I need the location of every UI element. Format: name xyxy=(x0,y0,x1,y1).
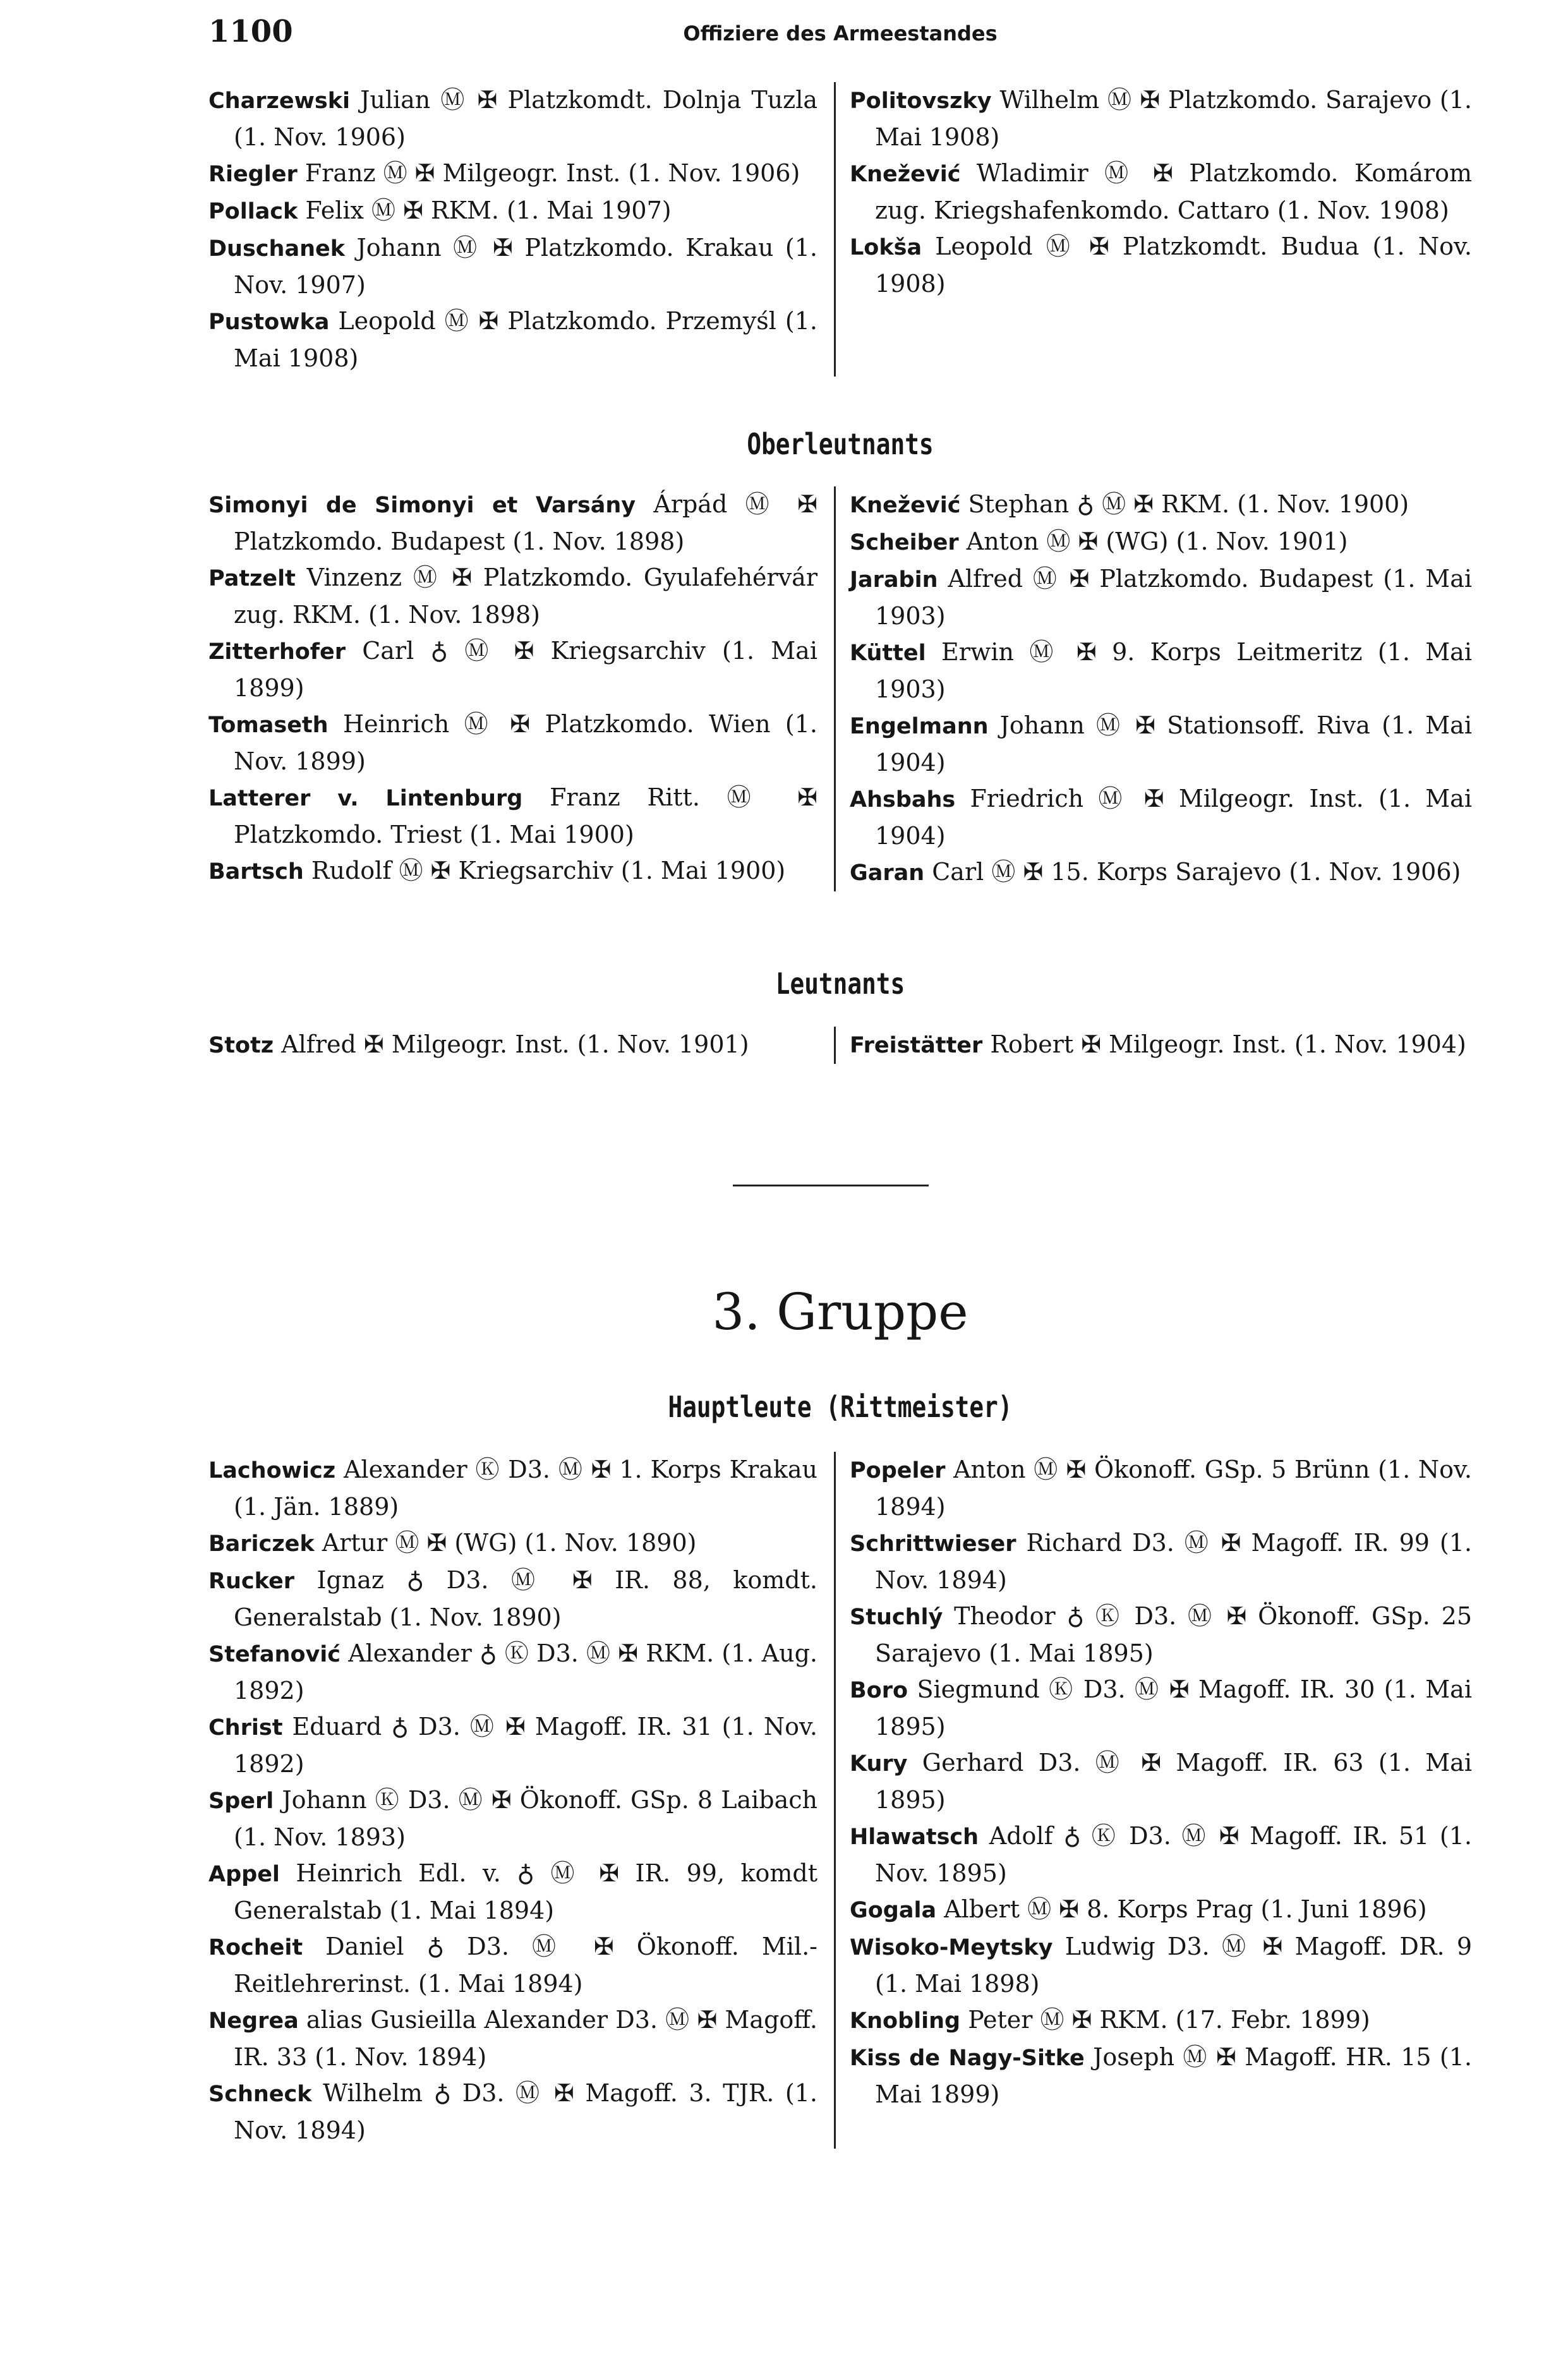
page-header xyxy=(208,14,1472,58)
officer-surname: Gogala xyxy=(850,1898,937,1923)
officer-entry xyxy=(208,82,817,155)
officer-details: Felix Ⓜ ✠ RKM. (1. Mai 1907) xyxy=(298,196,672,224)
officer-surname: Bartsch xyxy=(208,859,304,884)
officer-surname: Zitterhofer xyxy=(208,639,346,665)
officer-entry xyxy=(850,1525,1472,1598)
section-heading: Oberleutnants xyxy=(747,427,934,461)
officer-entry xyxy=(208,1636,817,1709)
officer-entry xyxy=(208,1782,817,1855)
officer-entry xyxy=(850,1891,1472,1929)
officer-entry xyxy=(850,524,1472,561)
officer-surname: Negrea xyxy=(208,2008,299,2034)
running-title: Offiziere des Armeestandes xyxy=(683,21,998,45)
left-column xyxy=(208,1027,834,1064)
officer-entry xyxy=(850,1027,1472,1064)
officer-surname: Sperl xyxy=(208,1789,274,1814)
officer-surname: Pustowka xyxy=(208,310,330,335)
officer-surname: Riegler xyxy=(208,162,298,187)
officer-entry xyxy=(850,854,1472,891)
page-number: 1100 xyxy=(208,14,293,49)
officer-details: Alexander Ⓚ D3. Ⓜ ✠ 1. Korps Krakau (1. Jän. 1889) xyxy=(234,1456,817,1521)
officer-entry xyxy=(208,486,817,560)
officer-details: Franz Ritt. Ⓜ ✠ Platzkomdo. Triest (1. Mai 1900) xyxy=(234,783,817,848)
officer-details: Árpád Ⓜ ✠ Platzkomdo. Budapest (1. Nov. 1898) xyxy=(234,490,817,555)
officer-details: Vinzenz Ⓜ ✠ Platzkomdo. Gyulafehérvár zug. RKM. (1. Nov. 1898) xyxy=(234,564,817,629)
officer-surname: Stefanović xyxy=(208,1642,341,1667)
officer-entry xyxy=(208,706,817,780)
officer-entry xyxy=(208,2002,817,2075)
officer-surname: Knežević xyxy=(850,162,961,187)
officer-surname: Engelmann xyxy=(850,714,989,739)
right-column xyxy=(834,82,1472,377)
officer-surname: Freistätter xyxy=(850,1033,983,1058)
officer-details: Johann Ⓜ ✠ Stationsoff. Riva (1. Mai 1904) xyxy=(875,711,1472,776)
officer-entry xyxy=(850,1745,1472,1818)
officer-surname: Popeler xyxy=(850,1458,946,1483)
group-title: 3. Gruppe xyxy=(712,1282,968,1341)
officer-entry xyxy=(208,303,817,377)
officer-surname: Simonyi de Simonyi et Varsány xyxy=(208,493,636,518)
officer-entry xyxy=(850,1672,1472,1745)
officer-details: Wilhelm Ⓜ ✠ Platzkomdo. Sarajevo (1. Mai 1908) xyxy=(875,86,1472,151)
officer-surname: Rocheit xyxy=(208,1935,303,1960)
officer-details: Eduard ♁ D3. Ⓜ ✠ Magoff. IR. 31 (1. Nov. 1892) xyxy=(234,1713,817,1778)
officer-entry xyxy=(208,1525,817,1562)
officer-entry xyxy=(208,853,817,890)
officer-surname: Tomaseth xyxy=(208,713,329,738)
officer-details: Daniel ♁ D3. Ⓜ ✠ Ökonoff. Mil.-Reitlehrerinst. (1. Mai 1894) xyxy=(234,1933,817,1998)
officer-entry xyxy=(208,230,817,303)
officer-entry xyxy=(850,781,1472,854)
officer-surname: Ahsbahs xyxy=(850,787,956,812)
oberleutnants-columns xyxy=(208,486,1472,891)
section-heading: Leutnants xyxy=(775,967,905,1001)
officer-details: Anton Ⓜ ✠ (WG) (1. Nov. 1901) xyxy=(958,528,1348,555)
officer-details: Stephan ♁ Ⓜ ✠ RKM. (1. Nov. 1900) xyxy=(960,490,1409,518)
officer-details: Julian Ⓜ ✠ Platzkomdt. Dolnja Tuzla (1. Nov. 1906) xyxy=(234,86,817,151)
right-column xyxy=(834,486,1472,891)
officer-entry xyxy=(850,82,1472,155)
officer-details: Johann Ⓚ D3. Ⓜ ✠ Ökonoff. GSp. 8 Laibach (1. Nov. 1893) xyxy=(234,1786,817,1851)
officer-details: Theodor ♁ Ⓚ D3. Ⓜ ✠ Ökonoff. GSp. 25 Sarajevo (1. Mai 1895) xyxy=(875,1602,1472,1667)
officer-entry xyxy=(208,1709,817,1782)
officer-details: Artur Ⓜ ✠ (WG) (1. Nov. 1890) xyxy=(314,1529,697,1557)
officer-entry xyxy=(208,1929,817,2002)
right-column xyxy=(834,1452,1472,2149)
officer-details: Johann Ⓜ ✠ Platzkomdo. Krakau (1. Nov. 1907) xyxy=(234,234,817,299)
right-column xyxy=(834,1027,1472,1064)
officer-details: Joseph Ⓜ ✠ Magoff. HR. 15 (1. Mai 1899) xyxy=(875,2043,1473,2108)
officer-entry xyxy=(850,2002,1472,2039)
officer-entry xyxy=(208,1452,817,1525)
officer-details: Franz Ⓜ ✠ Milgeogr. Inst. (1. Nov. 1906) xyxy=(297,159,800,187)
officer-entry xyxy=(208,1562,817,1636)
officer-entry xyxy=(208,633,817,706)
officer-entry xyxy=(850,155,1472,229)
officer-details: Anton Ⓜ ✠ Ökonoff. GSp. 5 Brünn (1. Nov. 1894) xyxy=(875,1456,1472,1521)
officer-entry xyxy=(850,561,1472,634)
officer-details: Erwin Ⓜ ✠ 9. Korps Leitmeritz (1. Mai 1903) xyxy=(875,638,1472,703)
officer-details: Wilhelm ♁ D3. Ⓜ ✠ Magoff. 3. TJR. (1. Nov. 1894) xyxy=(234,2079,817,2144)
officer-surname: Hlawatsch xyxy=(850,1825,979,1850)
officer-entry xyxy=(850,1598,1472,1672)
left-column xyxy=(208,1452,834,2149)
officer-details: Rudolf Ⓜ ✠ Kriegsarchiv (1. Mai 1900) xyxy=(303,857,786,884)
officer-entry xyxy=(850,1818,1472,1891)
officer-details: Wladimir Ⓜ ✠ Platzkomdo. Komárom zug. Kriegshafenkomdo. Cattaro (1. Nov. 1908) xyxy=(875,159,1472,224)
officer-entry xyxy=(850,634,1472,708)
divider-rule xyxy=(733,1185,929,1186)
officer-surname: Stotz xyxy=(208,1033,274,1058)
officer-details: Leopold Ⓜ ✠ Platzkomdt. Budua (1. Nov. 1908) xyxy=(875,232,1472,298)
officer-entry xyxy=(208,560,817,633)
officer-details: Alexander ♁ Ⓚ D3. Ⓜ ✠ RKM. (1. Aug. 1892) xyxy=(234,1639,817,1704)
officer-entry xyxy=(850,229,1472,302)
left-column xyxy=(208,82,834,377)
officer-details: Albert Ⓜ ✠ 8. Korps Prag (1. Juni 1896) xyxy=(936,1895,1427,1923)
officer-entry xyxy=(208,2075,817,2149)
officer-details: Ludwig D3. Ⓜ ✠ Magoff. DR. 9 (1. Mai 1898) xyxy=(875,1933,1472,1998)
officer-entry xyxy=(850,708,1472,781)
leutnants-columns xyxy=(208,1027,1472,1064)
officer-entry xyxy=(208,780,817,853)
officer-surname: Kury xyxy=(850,1751,908,1777)
officer-surname: Garan xyxy=(850,860,925,886)
officer-surname: Lokša xyxy=(850,235,922,260)
section-gruppe xyxy=(208,1282,1472,1341)
officer-details: Richard D3. Ⓜ ✠ Magoff. IR. 99 (1. Nov. 1894) xyxy=(875,1529,1472,1594)
section-heading: Hauptleute (Rittmeister) xyxy=(668,1390,1013,1424)
officer-details: Alfred ✠ Milgeogr. Inst. (1. Nov. 1901) xyxy=(274,1030,749,1058)
officer-details: Heinrich Edl. v. ♁ Ⓜ ✠ IR. 99, komdt Generalstab (1. Mai 1894) xyxy=(234,1859,817,1924)
section-hauptleute xyxy=(208,1390,1472,1424)
officer-entry xyxy=(208,155,817,193)
section-oberleutnants xyxy=(208,427,1472,461)
section-continuation xyxy=(208,82,1472,377)
officer-surname: Patzelt xyxy=(208,566,296,591)
officer-details: Friedrich Ⓜ ✠ Milgeogr. Inst. (1. Mai 1904) xyxy=(875,785,1472,850)
officer-details: Ignaz ♁ D3. Ⓜ ✠ IR. 88, komdt. Generalstab (1. Nov. 1890) xyxy=(234,1566,817,1631)
officer-surname: Pollack xyxy=(208,199,298,224)
officer-surname: Appel xyxy=(208,1862,280,1887)
officer-surname: Scheiber xyxy=(850,530,959,555)
officer-surname: Latterer v. Lintenburg xyxy=(208,786,523,811)
officer-details: Siegmund Ⓚ D3. Ⓜ ✠ Magoff. IR. 30 (1. Mai 1895) xyxy=(875,1675,1472,1741)
officer-surname: Kiss de Nagy-Sitke xyxy=(850,2046,1085,2071)
officer-surname: Schrittwieser xyxy=(850,1531,1016,1557)
officer-surname: Politovszky xyxy=(850,88,992,114)
officer-surname: Bariczek xyxy=(208,1531,315,1557)
officer-details: alias Gusieilla Alexander D3. Ⓜ ✠ Magoff. IR. 33 (1. Nov. 1894) xyxy=(234,2006,817,2071)
officer-details: Robert ✠ Milgeogr. Inst. (1. Nov. 1904) xyxy=(982,1030,1466,1058)
officer-entry xyxy=(850,1452,1472,1525)
officer-entry xyxy=(850,2039,1472,2113)
officer-entry xyxy=(850,1929,1472,2002)
officer-details: Leopold Ⓜ ✠ Platzkomdo. Przemyśl (1. Mai 1908) xyxy=(234,307,817,372)
officer-surname: Wisoko-Meytsky xyxy=(850,1935,1053,1960)
officer-details: Adolf ♁ Ⓚ D3. Ⓜ ✠ Magoff. IR. 51 (1. Nov. 1895) xyxy=(875,1822,1472,1887)
officer-details: Heinrich Ⓜ ✠ Platzkomdo. Wien (1. Nov. 1899) xyxy=(234,710,817,775)
officer-details: Carl ♁ Ⓜ ✠ Kriegsarchiv (1. Mai 1899) xyxy=(234,637,817,702)
officer-surname: Rucker xyxy=(208,1569,294,1594)
officer-details: Gerhard D3. Ⓜ ✠ Magoff. IR. 63 (1. Mai 1895) xyxy=(875,1749,1472,1814)
officer-details: Peter Ⓜ ✠ RKM. (17. Febr. 1899) xyxy=(960,2006,1370,2034)
officer-entry xyxy=(208,1855,817,1929)
officer-surname: Schneck xyxy=(208,2082,312,2107)
officer-entry xyxy=(208,1027,817,1064)
officer-surname: Christ xyxy=(208,1715,283,1741)
section-leutnants xyxy=(208,967,1472,1001)
officer-surname: Knežević xyxy=(850,493,961,518)
left-column xyxy=(208,486,834,891)
officer-surname: Jarabin xyxy=(850,567,938,593)
officer-surname: Stuchlý xyxy=(850,1605,943,1630)
officer-surname: Charzewski xyxy=(208,88,351,114)
officer-surname: Küttel xyxy=(850,641,926,666)
officer-details: Carl Ⓜ ✠ 15. Korps Sarajevo (1. Nov. 1906) xyxy=(924,858,1461,886)
officer-entry xyxy=(850,486,1472,524)
officer-surname: Duschanek xyxy=(208,236,346,262)
officer-surname: Lachowicz xyxy=(208,1458,336,1483)
officer-entry xyxy=(208,193,817,230)
hauptleute-columns xyxy=(208,1452,1472,2149)
officer-surname: Boro xyxy=(850,1678,908,1703)
officer-surname: Knobling xyxy=(850,2008,961,2034)
officer-details: Alfred Ⓜ ✠ Platzkomdo. Budapest (1. Mai 1903) xyxy=(875,565,1472,630)
